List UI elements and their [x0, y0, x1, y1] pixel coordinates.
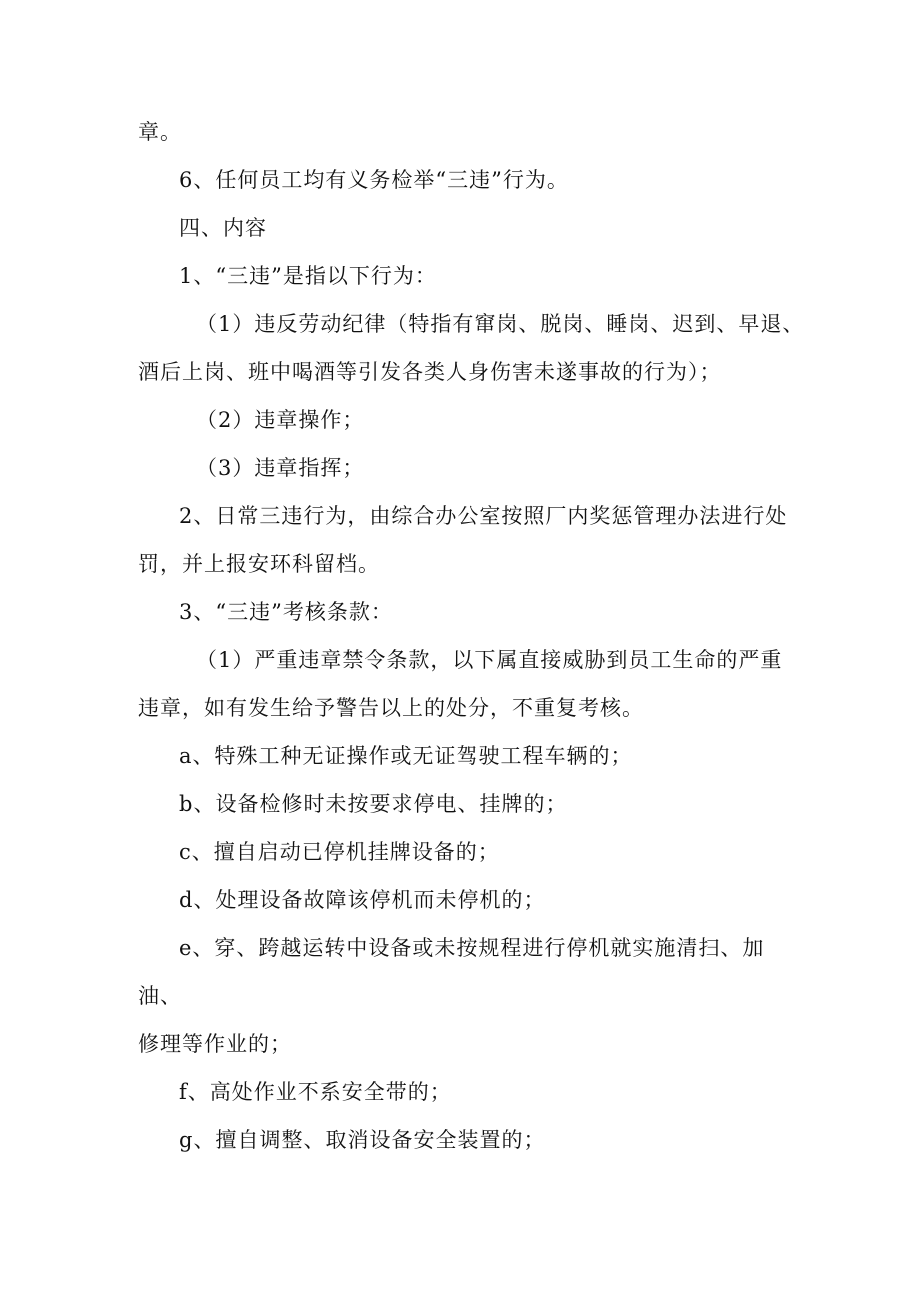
text-line: 修理等作业的；: [138, 1032, 292, 1056]
text-line: （2）违章操作；: [196, 408, 365, 432]
list-item: a、特殊工种无证操作或无证驾驶工程车辆的；: [179, 744, 633, 768]
list-item: d、处理设备故障该停机而未停机的；: [179, 888, 546, 912]
text-line: （1）严重违章禁令条款，以下属直接威胁到员工生命的严重: [196, 648, 783, 672]
list-item: f、高处作业不系安全带的；: [179, 1080, 452, 1104]
text-line: （1）违反劳动纪律（特指有窜岗、脱岗、睡岗、迟到、早退、: [196, 312, 805, 336]
list-item: g、擅自调整、取消设备安全装置的；: [179, 1128, 546, 1152]
text-line: 油、: [138, 984, 182, 1008]
text-line: 违章，如有发生给予警告以上的处分，不重复考核。: [138, 696, 644, 720]
text-line: 3、“三违”考核条款：: [179, 600, 393, 624]
text-line: 章。: [138, 120, 182, 144]
text-line: 罚，并上报安环科留档。: [138, 552, 380, 576]
text-line: 6、任何员工均有义务检举“三违”行为。: [179, 168, 569, 192]
text-line: （3）违章指挥；: [196, 456, 365, 480]
list-item: b、设备检修时未按要求停电、挂牌的；: [179, 792, 568, 816]
section-heading: 四、内容: [179, 216, 267, 240]
list-item: e、穿、跨越运转中设备或未按规程进行停机就实施清扫、加: [179, 936, 765, 960]
text-line: 2、日常三违行为，由综合办公室按照厂内奖惩管理办法进行处: [179, 504, 788, 528]
list-item: c、擅自启动已停机挂牌设备的；: [179, 840, 500, 864]
text-line: 1、“三违”是指以下行为：: [179, 264, 437, 288]
text-line: 酒后上岗、班中喝酒等引发各类人身伤害未遂事故的行为）；: [138, 360, 722, 384]
